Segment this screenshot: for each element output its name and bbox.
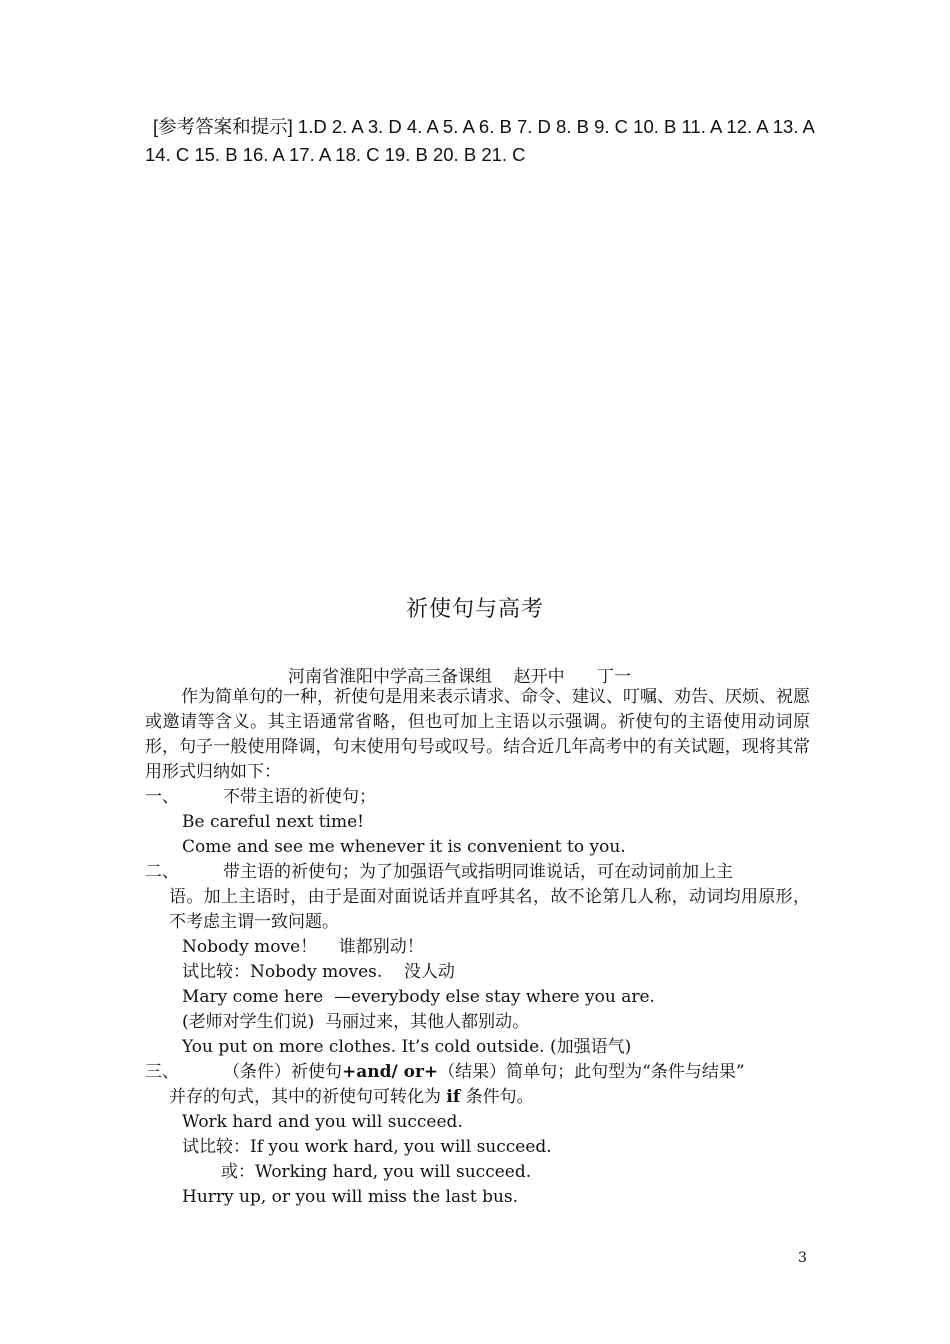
document-body [145, 685, 810, 1210]
section-1 [145, 785, 810, 860]
section-2-example-3: Mary come here —everybody else stay where you are. [182, 987, 655, 1007]
section-3-bold-connector: +and/ or+ [342, 1062, 439, 1082]
section-3-example-1: Work hard and you will succeed. [182, 1112, 463, 1132]
section-1-number: 一、 [145, 787, 179, 807]
section-2-example-5: You put on more clothes. It’s cold outside. (加强语气) [182, 1037, 632, 1057]
section-3-heading [145, 1060, 810, 1085]
page-title: 祈使句与高考 [405, 597, 544, 622]
section-2-heading [145, 860, 810, 885]
section-1-example-1: Be careful next time! [182, 812, 364, 832]
section-3-text-3: 并存的句式，其中的祈使句可转化为 [169, 1087, 441, 1107]
section-3-number: 三、 [145, 1062, 179, 1082]
section-2-text-rest: 语。加上主语时，由于是面对面说话并直呼其名，故不论第几人称，动词均用原形，不考虑主谓一致问题。 [169, 887, 810, 932]
section-2-example-4: (老师对学生们说) 马丽过来，其他人都别动。 [182, 1012, 530, 1032]
section-2 [145, 860, 810, 1060]
section-1-heading [145, 785, 810, 810]
section-3-text-4: 条件句。 [465, 1087, 534, 1107]
section-2-example-2: 试比较：Nobody moves. 没人动 [182, 962, 455, 982]
section-1-example-2: Come and see me whenever it is convenient to you. [182, 837, 626, 857]
section-3-text-1: （条件）祈使句 [223, 1062, 342, 1082]
author-line: 河南省淮阳中学高三备课组 赵开中 丁一 [288, 667, 632, 687]
section-1-text: 不带主语的祈使句； [223, 787, 376, 807]
intro-paragraph: 作为简单句的一种，祈使句是用来表示请求、命令、建议、叮嘱、劝告、厌烦、祝愿或邀请等含义。其主语通常省略，但也可加上主语以示强调。祈使句的主语使用动词原形，句子一般使用降调，句末使用句号或叹号。结合近几年高考中的有关试题，现将其常用形式归纳如下： [145, 687, 810, 782]
section-3-text-2: （结果）简单句；此句型为“条件与结果” [438, 1062, 745, 1082]
answer-key: [参考答案和提示] 1.D 2. A 3. D 4. A 5. A 6. B 7. D 8. B 9. C 10. B 11. A 12. A 13. A 14. C 15. B 16. A 17. A 18. C 19. B 20. B 21. C [145, 116, 814, 165]
section-2-text-first: 带主语的祈使句；为了加强语气或指明同谁说话，可在动词前加上主 [223, 862, 733, 882]
section-2-number: 二、 [145, 862, 179, 882]
section-3-example-2: 试比较：If you work hard, you will succeed. [182, 1137, 552, 1157]
page-number: 3 [798, 1250, 807, 1266]
section-3-bold-if: if [446, 1087, 461, 1107]
section-3-continuation [169, 1085, 810, 1110]
section-3-example-4: Hurry up, or you will miss the last bus. [182, 1187, 519, 1207]
section-2-example-1: Nobody move！ 谁都别动！ [182, 937, 424, 957]
section-3 [145, 1060, 810, 1210]
section-3-example-3: 或：Working hard, you will succeed. [221, 1162, 532, 1182]
